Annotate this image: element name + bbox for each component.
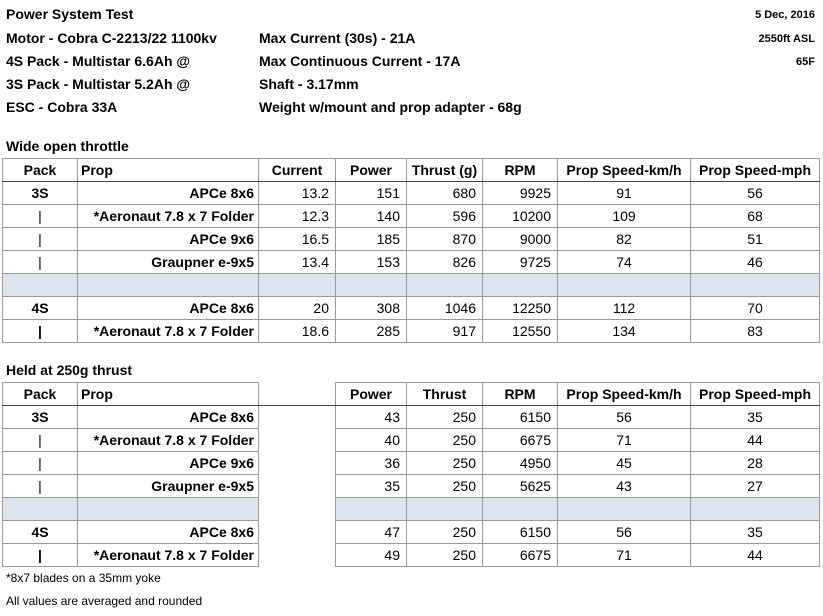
pack-cell: | <box>3 452 78 475</box>
col-kmh: Prop Speed-km/h <box>558 159 691 182</box>
prop-cell: APCe 8x6 <box>78 521 259 544</box>
current-cell: 18.6 <box>259 320 336 343</box>
held-header-row <box>3 383 820 406</box>
col-pack: Pack <box>3 383 78 406</box>
pack-cell: | <box>3 429 78 452</box>
pack-cell: | <box>3 205 78 228</box>
pack-cell: 3S <box>3 182 78 205</box>
spec-shaft: Shaft - 3.17mm <box>259 76 359 92</box>
rpm-cell: 10200 <box>483 205 558 228</box>
kmh-cell: 71 <box>558 429 691 452</box>
table-row <box>3 429 820 452</box>
wot-header-row <box>3 159 820 182</box>
power-cell: 185 <box>336 228 407 251</box>
table-row <box>3 452 820 475</box>
kmh-cell: 134 <box>558 320 691 343</box>
mph-cell: 46 <box>691 251 820 274</box>
held-section-title: Held at 250g thrust <box>6 362 133 378</box>
mph-cell: 44 <box>691 544 820 567</box>
col-mph: Prop Speed-mph <box>691 159 820 182</box>
kmh-cell: 91 <box>558 182 691 205</box>
spec-esc: ESC - Cobra 33A <box>6 99 118 115</box>
table-row <box>3 406 820 429</box>
current-cell: 16.5 <box>259 228 336 251</box>
col-thrust: Thrust (g) <box>407 159 483 182</box>
mph-cell: 27 <box>691 475 820 498</box>
table-row <box>3 205 820 228</box>
thrust-cell: 250 <box>407 452 483 475</box>
wot-table <box>2 158 820 343</box>
power-cell: 308 <box>336 297 407 320</box>
col-rpm: RPM <box>483 383 558 406</box>
thrust-cell: 250 <box>407 544 483 567</box>
col-power: Power <box>336 383 407 406</box>
test-temperature: 65F <box>796 56 815 68</box>
rpm-cell: 6150 <box>483 521 558 544</box>
table-row <box>3 544 820 567</box>
held-table <box>2 382 820 567</box>
pack-cell: 4S <box>3 297 78 320</box>
pack-cell: | <box>3 320 78 343</box>
thrust-cell: 917 <box>407 320 483 343</box>
wot-section-title: Wide open throttle <box>6 138 129 154</box>
col-kmh: Prop Speed-km/h <box>558 383 691 406</box>
prop-cell: APCe 8x6 <box>78 297 259 320</box>
rpm-cell: 6675 <box>483 544 558 567</box>
prop-cell: *Aeronaut 7.8 x 7 Folder <box>78 205 259 228</box>
spec-max-continuous: Max Continuous Current - 17A <box>259 53 461 69</box>
mph-cell: 56 <box>691 182 820 205</box>
table-row <box>3 521 820 544</box>
col-thrust: Thrust <box>407 383 483 406</box>
current-cell: 13.2 <box>259 182 336 205</box>
power-cell: 43 <box>336 406 407 429</box>
prop-cell: APCe 8x6 <box>78 406 259 429</box>
thrust-cell: 680 <box>407 182 483 205</box>
spec-4s-pack: 4S Pack - Multistar 6.6Ah @ <box>6 53 191 69</box>
spec-weight: Weight w/mount and prop adapter - 68g <box>259 99 522 115</box>
mph-cell: 83 <box>691 320 820 343</box>
pack-cell: | <box>3 251 78 274</box>
footnote-blades: *8x7 blades on a 35mm yoke <box>6 571 161 585</box>
prop-cell: APCe 9x6 <box>78 228 259 251</box>
spec-motor: Motor - Cobra C-2213/22 1100kv <box>6 30 217 46</box>
rpm-cell: 12250 <box>483 297 558 320</box>
table-row <box>3 297 820 320</box>
mph-cell: 68 <box>691 205 820 228</box>
power-cell: 36 <box>336 452 407 475</box>
thrust-cell: 826 <box>407 251 483 274</box>
col-current: Current <box>259 159 336 182</box>
table-row <box>3 320 820 343</box>
rpm-cell: 4950 <box>483 452 558 475</box>
prop-cell: Graupner e-9x5 <box>78 475 259 498</box>
prop-cell: *Aeronaut 7.8 x 7 Folder <box>78 544 259 567</box>
pack-cell: 3S <box>3 406 78 429</box>
thrust-cell: 1046 <box>407 297 483 320</box>
thrust-cell: 596 <box>407 205 483 228</box>
kmh-cell: 82 <box>558 228 691 251</box>
mph-cell: 70 <box>691 297 820 320</box>
kmh-cell: 71 <box>558 544 691 567</box>
col-prop: Prop <box>78 383 259 406</box>
current-cell: 12.3 <box>259 205 336 228</box>
separator-row <box>3 274 820 297</box>
kmh-cell: 112 <box>558 297 691 320</box>
footnote-averaged: All values are averaged and rounded <box>6 594 203 608</box>
mph-cell: 44 <box>691 429 820 452</box>
mph-cell: 51 <box>691 228 820 251</box>
pack-cell: | <box>3 544 78 567</box>
table-row <box>3 475 820 498</box>
rpm-cell: 9925 <box>483 182 558 205</box>
kmh-cell: 43 <box>558 475 691 498</box>
thrust-cell: 870 <box>407 228 483 251</box>
prop-cell: APCe 9x6 <box>78 452 259 475</box>
thrust-cell: 250 <box>407 521 483 544</box>
pack-cell: | <box>3 228 78 251</box>
prop-cell: Graupner e-9x5 <box>78 251 259 274</box>
power-cell: 47 <box>336 521 407 544</box>
kmh-cell: 56 <box>558 406 691 429</box>
rpm-cell: 12550 <box>483 320 558 343</box>
power-cell: 40 <box>336 429 407 452</box>
test-altitude: 2550ft ASL <box>758 33 815 45</box>
col-pack: Pack <box>3 159 78 182</box>
current-cell: 13.4 <box>259 251 336 274</box>
table-row <box>3 228 820 251</box>
power-cell: 153 <box>336 251 407 274</box>
pack-cell: 4S <box>3 521 78 544</box>
separator-row <box>3 498 820 521</box>
power-cell: 151 <box>336 182 407 205</box>
prop-cell: *Aeronaut 7.8 x 7 Folder <box>78 320 259 343</box>
page-title: Power System Test <box>6 6 134 22</box>
kmh-cell: 109 <box>558 205 691 228</box>
table-row <box>3 182 820 205</box>
power-cell: 285 <box>336 320 407 343</box>
prop-cell: APCe 8x6 <box>78 182 259 205</box>
spec-max-current: Max Current (30s) - 21A <box>259 30 416 46</box>
current-cell: 20 <box>259 297 336 320</box>
test-date: 5 Dec, 2016 <box>755 9 815 21</box>
thrust-cell: 250 <box>407 475 483 498</box>
power-cell: 49 <box>336 544 407 567</box>
col-mph: Prop Speed-mph <box>691 383 820 406</box>
kmh-cell: 45 <box>558 452 691 475</box>
rpm-cell: 6150 <box>483 406 558 429</box>
power-cell: 35 <box>336 475 407 498</box>
rpm-cell: 9000 <box>483 228 558 251</box>
prop-cell: *Aeronaut 7.8 x 7 Folder <box>78 429 259 452</box>
kmh-cell: 56 <box>558 521 691 544</box>
rpm-cell: 6675 <box>483 429 558 452</box>
table-row <box>3 251 820 274</box>
rpm-cell: 9725 <box>483 251 558 274</box>
col-prop: Prop <box>78 159 259 182</box>
col-gap <box>259 383 336 406</box>
mph-cell: 28 <box>691 452 820 475</box>
thrust-cell: 250 <box>407 429 483 452</box>
mph-cell: 35 <box>691 521 820 544</box>
thrust-cell: 250 <box>407 406 483 429</box>
spec-3s-pack: 3S Pack - Multistar 5.2Ah @ <box>6 76 191 92</box>
rpm-cell: 5625 <box>483 475 558 498</box>
col-power: Power <box>336 159 407 182</box>
mph-cell: 35 <box>691 406 820 429</box>
col-rpm: RPM <box>483 159 558 182</box>
kmh-cell: 74 <box>558 251 691 274</box>
pack-cell: | <box>3 475 78 498</box>
power-cell: 140 <box>336 205 407 228</box>
